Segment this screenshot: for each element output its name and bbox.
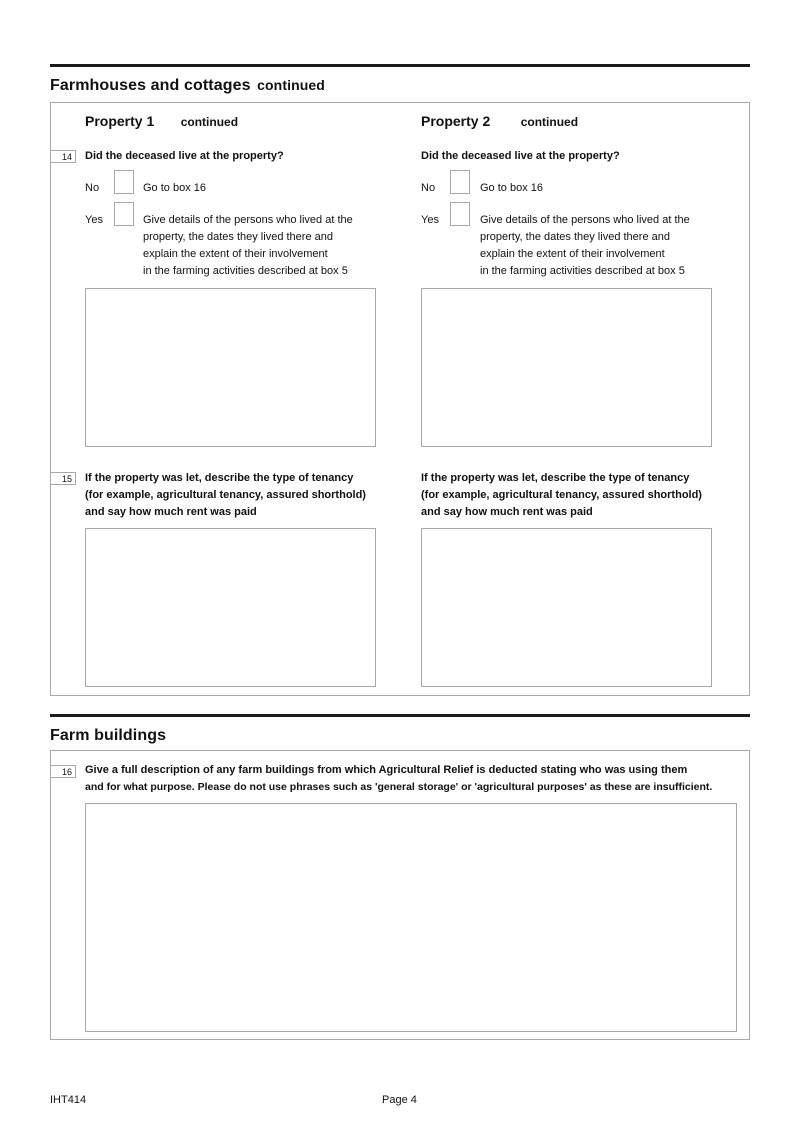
- property-2-tenancy-textbox[interactable]: [421, 528, 712, 687]
- property-1-title: Property 1: [85, 113, 155, 129]
- section-rule-farm-buildings: [50, 714, 750, 717]
- property-1-q15-line: (for example, agricultural tenancy, assured shorthold): [85, 489, 366, 501]
- property-2-q14: Did the deceased live at the property?: [421, 150, 620, 162]
- property-2-no-label: No: [421, 182, 436, 194]
- section-title-farm-buildings: Farm buildings: [50, 727, 167, 744]
- property-1-continued: continued: [180, 115, 239, 129]
- property-1-tenancy-textbox[interactable]: [85, 528, 376, 687]
- box-number-16: 16: [51, 765, 76, 778]
- footer-form-code: IHT414: [50, 1094, 87, 1106]
- property-2-q15-line: (for example, agricultural tenancy, assured shorthold): [421, 489, 702, 501]
- property-2-yes-checkbox[interactable]: [450, 202, 470, 226]
- property-1-yes-checkbox[interactable]: [114, 202, 134, 226]
- property-2-no-checkbox[interactable]: [450, 170, 470, 194]
- farmhouses-panel: [50, 102, 750, 696]
- property-1-no-label: No: [85, 182, 100, 194]
- property-1-yes-text-line: Give details of the persons who lived at the: [143, 214, 353, 226]
- property-2-no-text: Go to box 16: [480, 182, 543, 194]
- farm-buildings-description-textbox[interactable]: [85, 803, 737, 1032]
- property-2-yes-text: [480, 212, 690, 280]
- property-2-continued: continued: [520, 115, 579, 129]
- property-2-yes-label: Yes: [421, 214, 439, 226]
- property-1-q15-line: and say how much rent was paid: [85, 506, 257, 518]
- property-1-q15: [85, 470, 366, 521]
- property-2-details-textbox[interactable]: [421, 288, 712, 447]
- property-2-q15-line: If the property was let, describe the type of tenancy: [421, 472, 690, 484]
- farm-buildings-q16-line: and for what purpose. Please do not use phrases such as 'general storage' or 'agricultural purposes' as these are insufficient.: [85, 781, 713, 793]
- property-2-q15: [421, 470, 702, 521]
- property-2-yes-text-line: Give details of the persons who lived at the: [480, 214, 690, 226]
- property-1-no-checkbox[interactable]: [114, 170, 134, 194]
- section-title-text: Farmhouses and cottages: [50, 77, 251, 94]
- property-1-yes-text: [143, 212, 353, 280]
- property-1-no-text: Go to box 16: [143, 182, 206, 194]
- box-number-15: 15: [51, 472, 76, 485]
- farm-buildings-panel: [50, 750, 750, 1040]
- property-1-q14: Did the deceased live at the property?: [85, 150, 284, 162]
- farm-buildings-q16-line: Give a full description of any farm buildings from which Agricultural Relief is deducted stating who was using them: [85, 764, 688, 776]
- property-1-yes-text-line: property, the dates they lived there and: [143, 231, 333, 243]
- footer-page-number: Page 4: [382, 1094, 417, 1106]
- property-1-yes-label: Yes: [85, 214, 103, 226]
- box-number-14: 14: [51, 150, 76, 163]
- section-rule-farmhouses: [50, 64, 750, 67]
- property-2-yes-text-line: explain the extent of their involvement: [480, 248, 665, 260]
- section-title-farmhouses: [50, 77, 325, 95]
- property-1-q15-line: If the property was let, describe the type of tenancy: [85, 472, 354, 484]
- property-2-heading: [421, 113, 578, 131]
- property-1-details-textbox[interactable]: [85, 288, 376, 447]
- property-1-heading: [85, 113, 238, 131]
- property-1-yes-text-line: in the farming activities described at box 5: [143, 265, 348, 277]
- section-title-continued: continued: [257, 77, 325, 93]
- property-1-yes-text-line: explain the extent of their involvement: [143, 248, 328, 260]
- farm-buildings-q16: [85, 762, 712, 796]
- property-2-yes-text-line: property, the dates they lived there and: [480, 231, 670, 243]
- property-2-q15-line: and say how much rent was paid: [421, 506, 593, 518]
- property-2-title: Property 2: [421, 113, 491, 129]
- property-2-yes-text-line: in the farming activities described at box 5: [480, 265, 685, 277]
